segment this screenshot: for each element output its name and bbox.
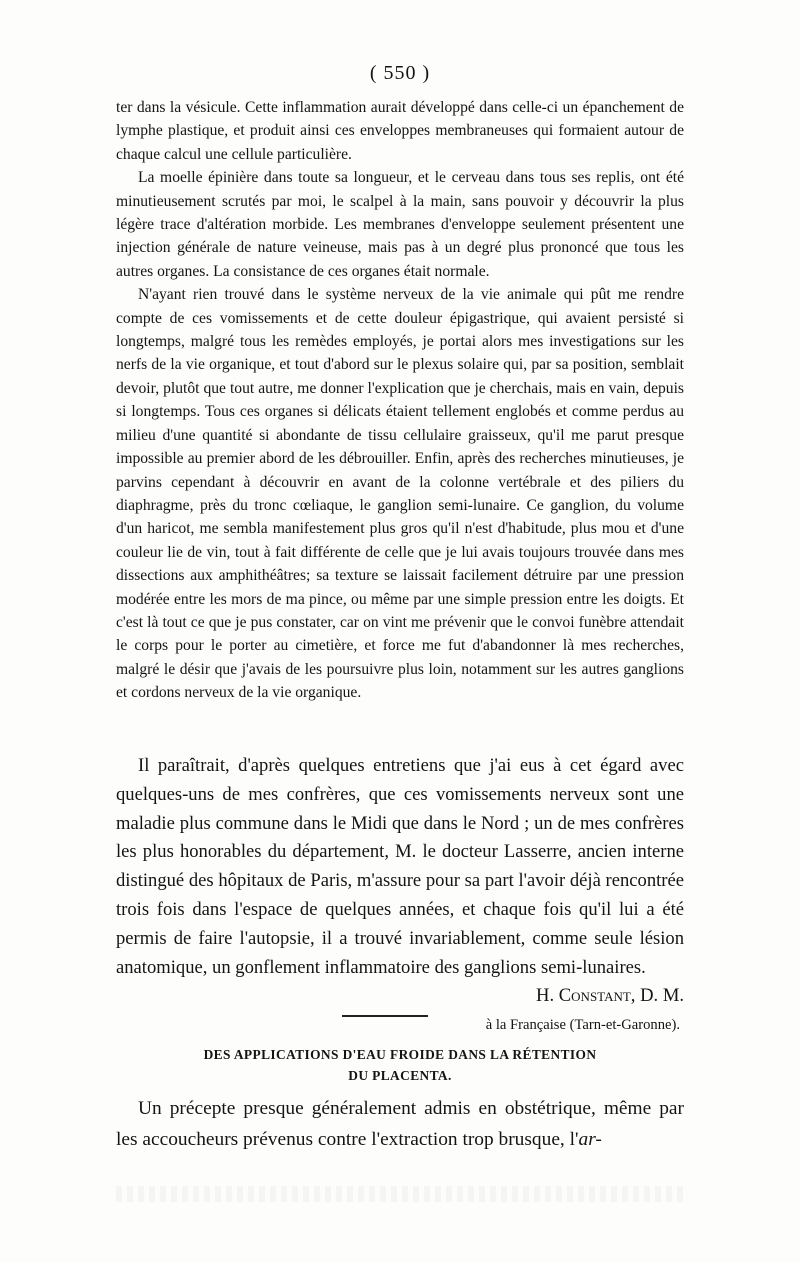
body-text-large [116,752,684,1035]
section-divider [342,1015,428,1017]
section-title-line: DES APPLICATIONS D'EAU FROIDE DANS LA RÉTENTION [203,1047,597,1062]
bleed-through-shadow [116,1186,684,1202]
body-text-final [116,1094,684,1155]
paragraph-text-italic: ar- [578,1128,602,1150]
section-title-line: DU PLACENTA. [348,1068,452,1083]
body-text-small [116,96,684,705]
signature-line [116,982,684,1011]
paragraph-text: Il paraîtrait, d'après quelques entretiens que j'ai eus à cet égard avec quelques-uns de mes confrères, que ces vomissements nerveux sont une maladie plus commune dans le Midi que dans le Nord ; un de mes confrères les plus honorables du département, M. le docteur Lasserre, ancien interne distingué des hôpitaux de Paris, m'assure pour sa part l'avoir déjà rencontrée trois fois dans l'espace de quelques années, et chaque fois qu'il lui a été permis de faire l'autopsie, il a trouvé invariablement, comme seule lésion anatomique, un gonflement inflammatoire des ganglions semi-lunaires. [116,755,684,978]
section-title [116,1044,684,1086]
paragraph: La moelle épinière dans toute sa longueur, et le cerveau dans tous ses replis, ont été minutieusement scrutés par moi, le scalpel à la main, sans pouvoir y découvrir la plus légère trace d'altération morbide. Les membranes d'enveloppe seulement présentent une injection générale de nature veineuse, mais pas à un degré plus prononcé que tous les autres organes. La consistance de ces organes était normale. [116,169,684,280]
author-signature: H. Constant, D. M. [536,985,684,1007]
paragraph: ter dans la vésicule. Cette inflammation aurait développé dans celle-ci un épanchement de lymphe plastique, et produit ainsi ces enveloppes membraneuses qui formaient autour de chaque calcul une cellule particulière. [116,99,684,163]
paragraph [116,1094,684,1155]
paragraph: N'ayant rien trouvé dans le système nerveux de la vie animale qui pût me rendre compte de ces vomissements et de cette douleur épigastrique, qui avaient persisté si longtemps, malgré tous les remèdes employés, je portai alors mes investigations sur les nerfs de la vie organique, et tout d'abord sur le plexus solaire qui, par sa position, semblait devoir, plutôt que tout autre, me donner l'explication que je cherchais, mais en vain, depuis si longtemps. Tous ces organes si délicats étaient tellement englobés et comme perdus au milieu d'une quantité si abondante de tissu cellulaire graisseux, qu'il me parut presque impossible au premier abord de les débrouiller. Enfin, après des recherches minutieuses, je parvins cependant à découvrir en avant de la colonne vertébrale et des piliers du diaphragme, près du tronc cœliaque, le ganglion semi-lunaire. Ce ganglion, du volume d'un haricot, me sembla manifestement plus gros qu'il n'est d'habitude, plus mou et d'une couleur lie de vin, tout à fait différente de celle que je lui avais toujours trouvée dans mes dissections aux amphithéâtres; sa texture se laissait facilement détruire par une pression modérée entre les mors de ma pince, ou même par une simple pression entre les doigts. Et c'est là tout ce que je pus constater, car on vint me prévenir que le convoi funèbre attendait le corps pour le porter au cimetière, et force me fut d'abandonner là mes recherches, malgré le désir que j'avais de les poursuivre plus loin, notamment sur les autres ganglions et cordons nerveux de la vie organique. [116,286,684,702]
page-number: ( 550 ) [369,62,431,84]
paragraph [116,752,684,982]
author-location: à la Française (Tarn-et-Garonne). [485,1017,680,1034]
paragraph-text: Un précepte presque généralement admis en obstétrique, même par les accoucheurs prévenus contre l'extraction trop brusque, l' [116,1098,684,1150]
